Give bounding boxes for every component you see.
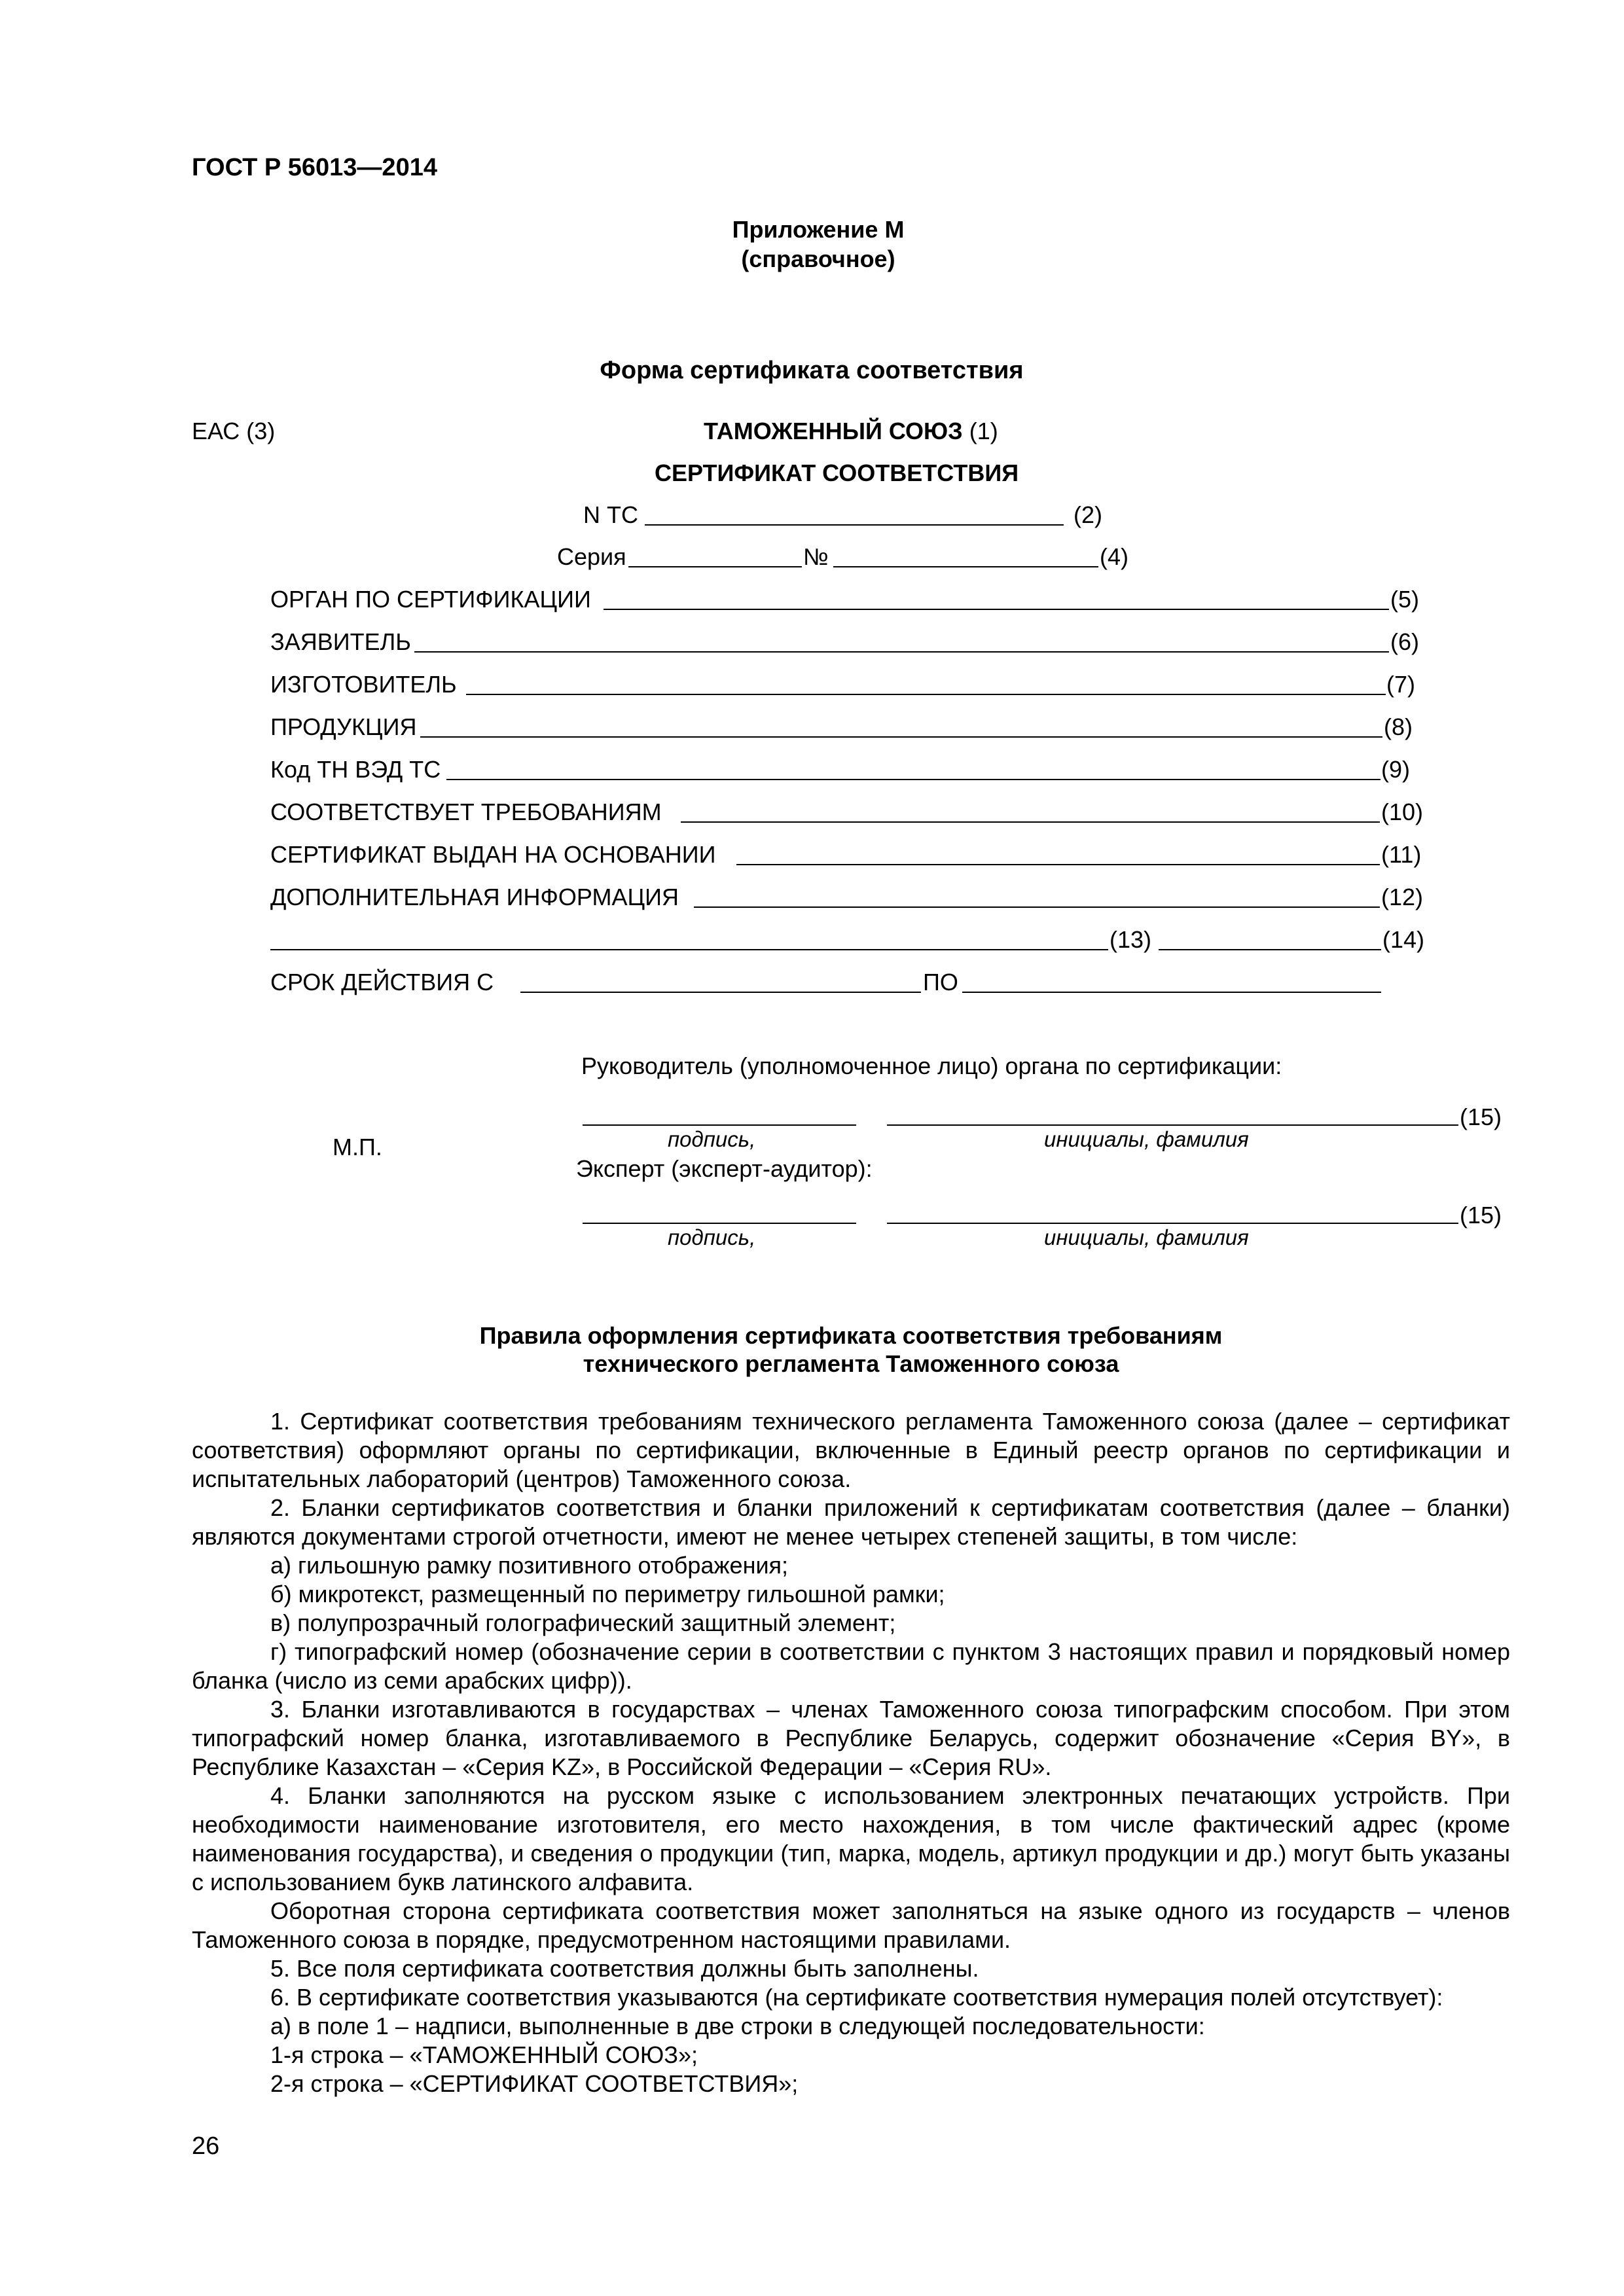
head-sign-num: (15) [1460, 1103, 1502, 1130]
rule-item-2b: б) микротекст, размещенный по периметру гильошной рамки; [270, 1581, 945, 1607]
field-label-conforms: СООТВЕТСТВУЕТ ТРЕБОВАНИЯМ [270, 798, 662, 825]
field-underline [420, 736, 1382, 738]
expert-sign-num: (15) [1460, 1202, 1502, 1229]
certificate-title: СЕРТИФИКАТ СООТВЕТСТВИЯ [655, 459, 1019, 486]
head-signatory-label: Руководитель (уполномоченное лицо) органа по сертификации: [581, 1052, 1282, 1079]
validity-from-underline [520, 992, 921, 993]
expert-name-underline [887, 1223, 1458, 1224]
field-label-certification-body: ОРГАН ПО СЕРТИФИКАЦИИ [270, 586, 591, 613]
rule-item-2a: а) гильошную рамку позитивного отображения; [270, 1552, 789, 1579]
field-label-manufacturer: ИЗГОТОВИТЕЛЬ [270, 671, 457, 698]
field-num: (8) [1384, 713, 1413, 740]
field-underline [446, 779, 1380, 780]
line-14-num: (14) [1382, 926, 1425, 953]
appendix-title: Приложение М [732, 216, 905, 243]
field-label-hs-code: Код ТН ВЭД ТС [270, 756, 441, 783]
field-label-product: ПРОДУКЦИЯ [270, 713, 417, 740]
customs-union-label: ТАМОЖЕННЫЙ СОЮЗ [704, 418, 963, 444]
field-num: (6) [1390, 628, 1419, 655]
field-underline [681, 821, 1380, 823]
number-underline [833, 566, 1098, 567]
series-label: Серия [557, 543, 626, 570]
validity-from-label: СРОК ДЕЙСТВИЯ С [270, 969, 494, 996]
rules-title-line2: технического регламента Таможенного союза [583, 1350, 1119, 1377]
validity-to-label: ПО [923, 969, 958, 996]
rule-paragraph-2: 2. Бланки сертификатов соответствия и бланки приложений к сертификатам соответствия (далее – бланки) являются документами строгой отчетности, имеют не менее четырех степеней защиты, в том числе: [192, 1494, 1510, 1550]
field-underline [604, 609, 1389, 610]
field-num: (5) [1390, 586, 1419, 613]
validity-to-underline [962, 992, 1381, 993]
ntc-num: (2) [1074, 501, 1102, 528]
ntc-label: N ТС [583, 501, 638, 528]
ntc-underline [645, 524, 1064, 526]
rule-paragraph-4b: Оборотная сторона сертификата соответствия может заполняться на языке одного из государств – членов Таможенного союза в порядке, предусмотренном настоящими правилами. [192, 1897, 1510, 1953]
page-number: 26 [192, 2132, 220, 2160]
line-13-num: (13) [1110, 926, 1152, 953]
rule-item-2d: г) типографский номер (обозначение серии в соответствии с пунктом 3 настоящих правил и порядковый номер бланка (число из семи арабских цифр)). [192, 1638, 1510, 1694]
rules-title-line1: Правила оформления сертификата соответствия требованиям [479, 1322, 1223, 1349]
field-num: (12) [1381, 884, 1424, 910]
customs-union-num: (1) [969, 418, 998, 444]
expert-label: Эксперт (эксперт-аудитор): [576, 1155, 873, 1182]
head-name-underline [887, 1124, 1458, 1126]
expert-signature-underline [583, 1223, 856, 1224]
field-label-additional-info: ДОПОЛНИТЕЛЬНАЯ ИНФОРМАЦИЯ [270, 884, 679, 910]
seal-place: М.П. [333, 1134, 382, 1160]
line-14-underline [1159, 949, 1381, 950]
rule-paragraph-3: 3. Бланки изготавливаются в государствах – членах Таможенного союза типографским способом. При этом типографский номер бланка, изготавливаемого в Республике Беларусь, содержит обозначение «Серия BY», в Республике Казахстан – «Серия KZ», в Российской Федерации – «Серия RU». [192, 1696, 1510, 1780]
rule-paragraph-6: 6. В сертификате соответствия указываются (на сертификате соответствия нумерация полей отсутствует): [270, 1984, 1443, 2011]
field-underline [694, 906, 1380, 908]
field-label-issued-basis: СЕРТИФИКАТ ВЫДАН НА ОСНОВАНИИ [270, 841, 716, 868]
field-underline [414, 651, 1389, 653]
appendix-subtitle: (справочное) [741, 245, 895, 272]
field-num: (9) [1381, 756, 1410, 783]
field-num: (10) [1381, 798, 1424, 825]
head-signature-caption: подпись, [668, 1127, 756, 1151]
series-num: (4) [1100, 543, 1128, 570]
line-13-underline [270, 949, 1108, 950]
field-label-applicant: ЗАЯВИТЕЛЬ [270, 628, 411, 655]
rule-paragraph-1: 1. Сертификат соответствия требованиям технического регламента Таможенного союза (далее – сертификат соответствия) оформляют органы по сертификации, включенные в Единый реестр органов по сертификации и испытательных лабораторий (центров) Таможенного союза. [192, 1408, 1510, 1492]
form-title: Форма сертификата соответствия [600, 357, 1024, 384]
number-sign: № [803, 543, 829, 570]
head-signature-underline [583, 1124, 856, 1126]
expert-signature-caption: подпись, [668, 1225, 756, 1249]
rule-item-2c: в) полупрозрачный голографический защитный элемент; [270, 1609, 896, 1636]
document-header: ГОСТ Р 56013—2014 [192, 154, 437, 181]
field-num: (7) [1386, 671, 1415, 698]
rule-paragraph-5: 5. Все поля сертификата соответствия должны быть заполнены. [270, 1955, 979, 1982]
rule-item-6a-line1: 1-я строка – «ТАМОЖЕННЫЙ СОЮЗ»; [270, 2041, 698, 2068]
rule-paragraph-4: 4. Бланки заполняются на русском языке с использованием электронных печатающих устройств. При необходимости наименование изготовителя, его место нахождения, в том числе фактический адрес (кроме наименования государства), и сведения о продукции (тип, марка, модель, артикул продукции и др.) могут быть указаны с использованием букв латинского алфавита. [192, 1782, 1510, 1895]
series-underline [628, 566, 802, 567]
head-name-caption: инициалы, фамилия [1044, 1127, 1249, 1151]
rule-item-6a: а) в поле 1 – надписи, выполненные в две строки в следующей последовательности: [270, 2013, 1205, 2039]
eac-mark: ЕАС (3) [192, 418, 276, 444]
field-num: (11) [1381, 841, 1422, 868]
customs-union-line [704, 418, 998, 445]
field-underline [736, 864, 1380, 865]
field-underline [466, 694, 1386, 695]
expert-name-caption: инициалы, фамилия [1044, 1225, 1249, 1249]
rule-item-6a-line2: 2-я строка – «СЕРТИФИКАТ СООТВЕТСТВИЯ»; [270, 2070, 799, 2097]
